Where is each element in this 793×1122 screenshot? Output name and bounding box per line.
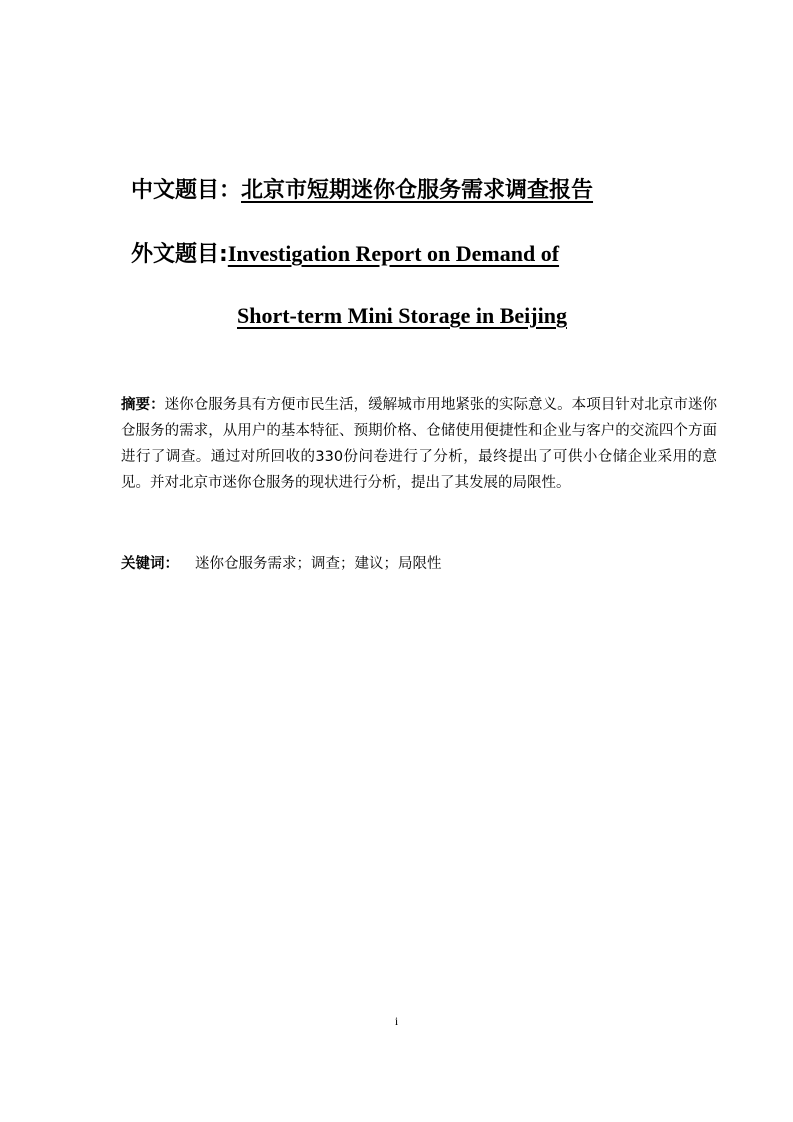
foreign-title-label: 外文题目: <box>131 242 228 267</box>
chinese-title-label: 中文题目： <box>131 178 242 203</box>
keywords-label: 关键词： <box>121 556 179 572</box>
keywords <box>121 552 442 576</box>
foreign-title-line1: Investigation Report on Demand of <box>227 241 560 266</box>
foreign-title-line2: Short-term Mini Storage in Beijing <box>237 303 567 328</box>
abstract <box>121 392 717 496</box>
foreign-title <box>131 237 559 272</box>
abstract-label: 摘要： <box>121 397 165 413</box>
abstract-text: 迷你仓服务具有方便市民生活，缓解城市用地紧张的实际意义。本项目针对北京市迷你仓服务的需求，从用户的基本特征、预期价格、仓储使用便捷性和企业与客户的交流四个方面进行了调查。通过对所回收的330份问卷进行了分析，最终提出了可供小仓储企业采用的意见。并对北京市迷你仓服务的现状进行分析，提出了其发展的局限性。 <box>121 397 718 491</box>
chinese-title <box>131 174 593 208</box>
page-number: i <box>394 1014 399 1028</box>
chinese-title-value: 北京市短期迷你仓服务需求调查报告 <box>241 178 594 203</box>
keywords-text: 迷你仓服务需求；调查；建议；局限性 <box>195 556 442 572</box>
